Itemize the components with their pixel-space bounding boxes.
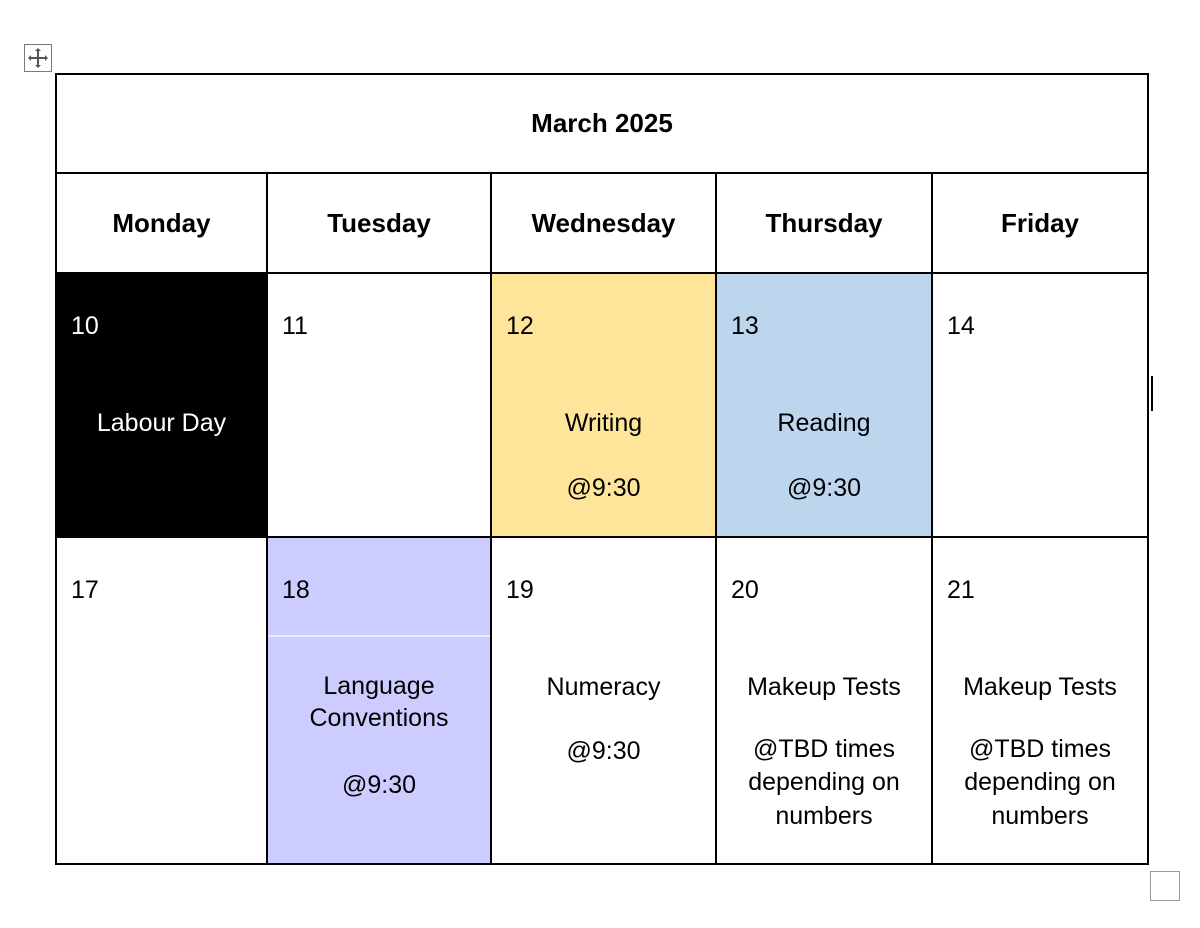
date-number: 19 — [506, 576, 534, 604]
date-number: 13 — [731, 312, 759, 340]
text-cursor — [1151, 376, 1153, 411]
day-header-thursday[interactable]: Thursday — [716, 173, 932, 273]
calendar-table — [55, 73, 1149, 865]
date-number: 14 — [947, 312, 975, 340]
event-label-line1: Language — [323, 672, 435, 700]
event-time-line1: @TBD times — [752, 735, 896, 763]
calendar-cell-21[interactable] — [932, 537, 1148, 864]
day-header-monday[interactable]: Monday — [56, 173, 267, 273]
day-header-wednesday[interactable]: Wednesday — [491, 173, 716, 273]
date-number: 12 — [506, 312, 534, 340]
table-move-handle-icon[interactable] — [24, 44, 52, 72]
event-time: @9:30 — [786, 474, 862, 502]
day-header-tuesday[interactable]: Tuesday — [267, 173, 491, 273]
date-number: 11 — [282, 312, 308, 340]
calendar-cell-14[interactable] — [932, 273, 1148, 537]
cell-divider — [268, 635, 490, 637]
event-time-line2: depending on — [964, 768, 1116, 796]
event-time: @9:30 — [566, 737, 641, 765]
event-label: Numeracy — [546, 673, 661, 701]
date-number: 21 — [947, 576, 975, 604]
event-label: Reading — [777, 409, 871, 437]
table-resize-handle-icon[interactable] — [1150, 871, 1180, 901]
event-label: Makeup Tests — [963, 673, 1117, 701]
event-label: Makeup Tests — [747, 673, 901, 701]
calendar-cell-11[interactable] — [267, 273, 491, 537]
date-number: 20 — [731, 576, 759, 604]
day-header-friday[interactable]: Friday — [932, 173, 1148, 273]
event-label: Labour Day — [96, 409, 227, 437]
event-time: @9:30 — [566, 474, 641, 502]
event-time-line3: numbers — [775, 802, 873, 830]
calendar-cell-18[interactable] — [267, 537, 491, 864]
date-number: 18 — [282, 576, 310, 604]
calendar-cell-19[interactable] — [491, 537, 716, 864]
calendar-cell-12[interactable] — [491, 273, 716, 537]
event-time-line2: depending on — [748, 768, 900, 796]
calendar-title[interactable]: March 2025 — [56, 74, 1148, 173]
event-label: Writing — [564, 409, 643, 437]
move-arrows-icon — [27, 47, 49, 69]
calendar-cell-13[interactable] — [716, 273, 932, 537]
calendar-cell-10[interactable] — [56, 273, 267, 537]
date-number: 17 — [71, 576, 99, 604]
calendar-cell-20[interactable] — [716, 537, 932, 864]
calendar-cell-17[interactable] — [56, 537, 267, 864]
date-number: 10 — [71, 312, 99, 340]
event-time-line3: numbers — [991, 802, 1089, 830]
event-time: @9:30 — [341, 771, 417, 799]
event-time-line1: @TBD times — [968, 735, 1112, 763]
event-label-line2: Conventions — [309, 704, 449, 732]
